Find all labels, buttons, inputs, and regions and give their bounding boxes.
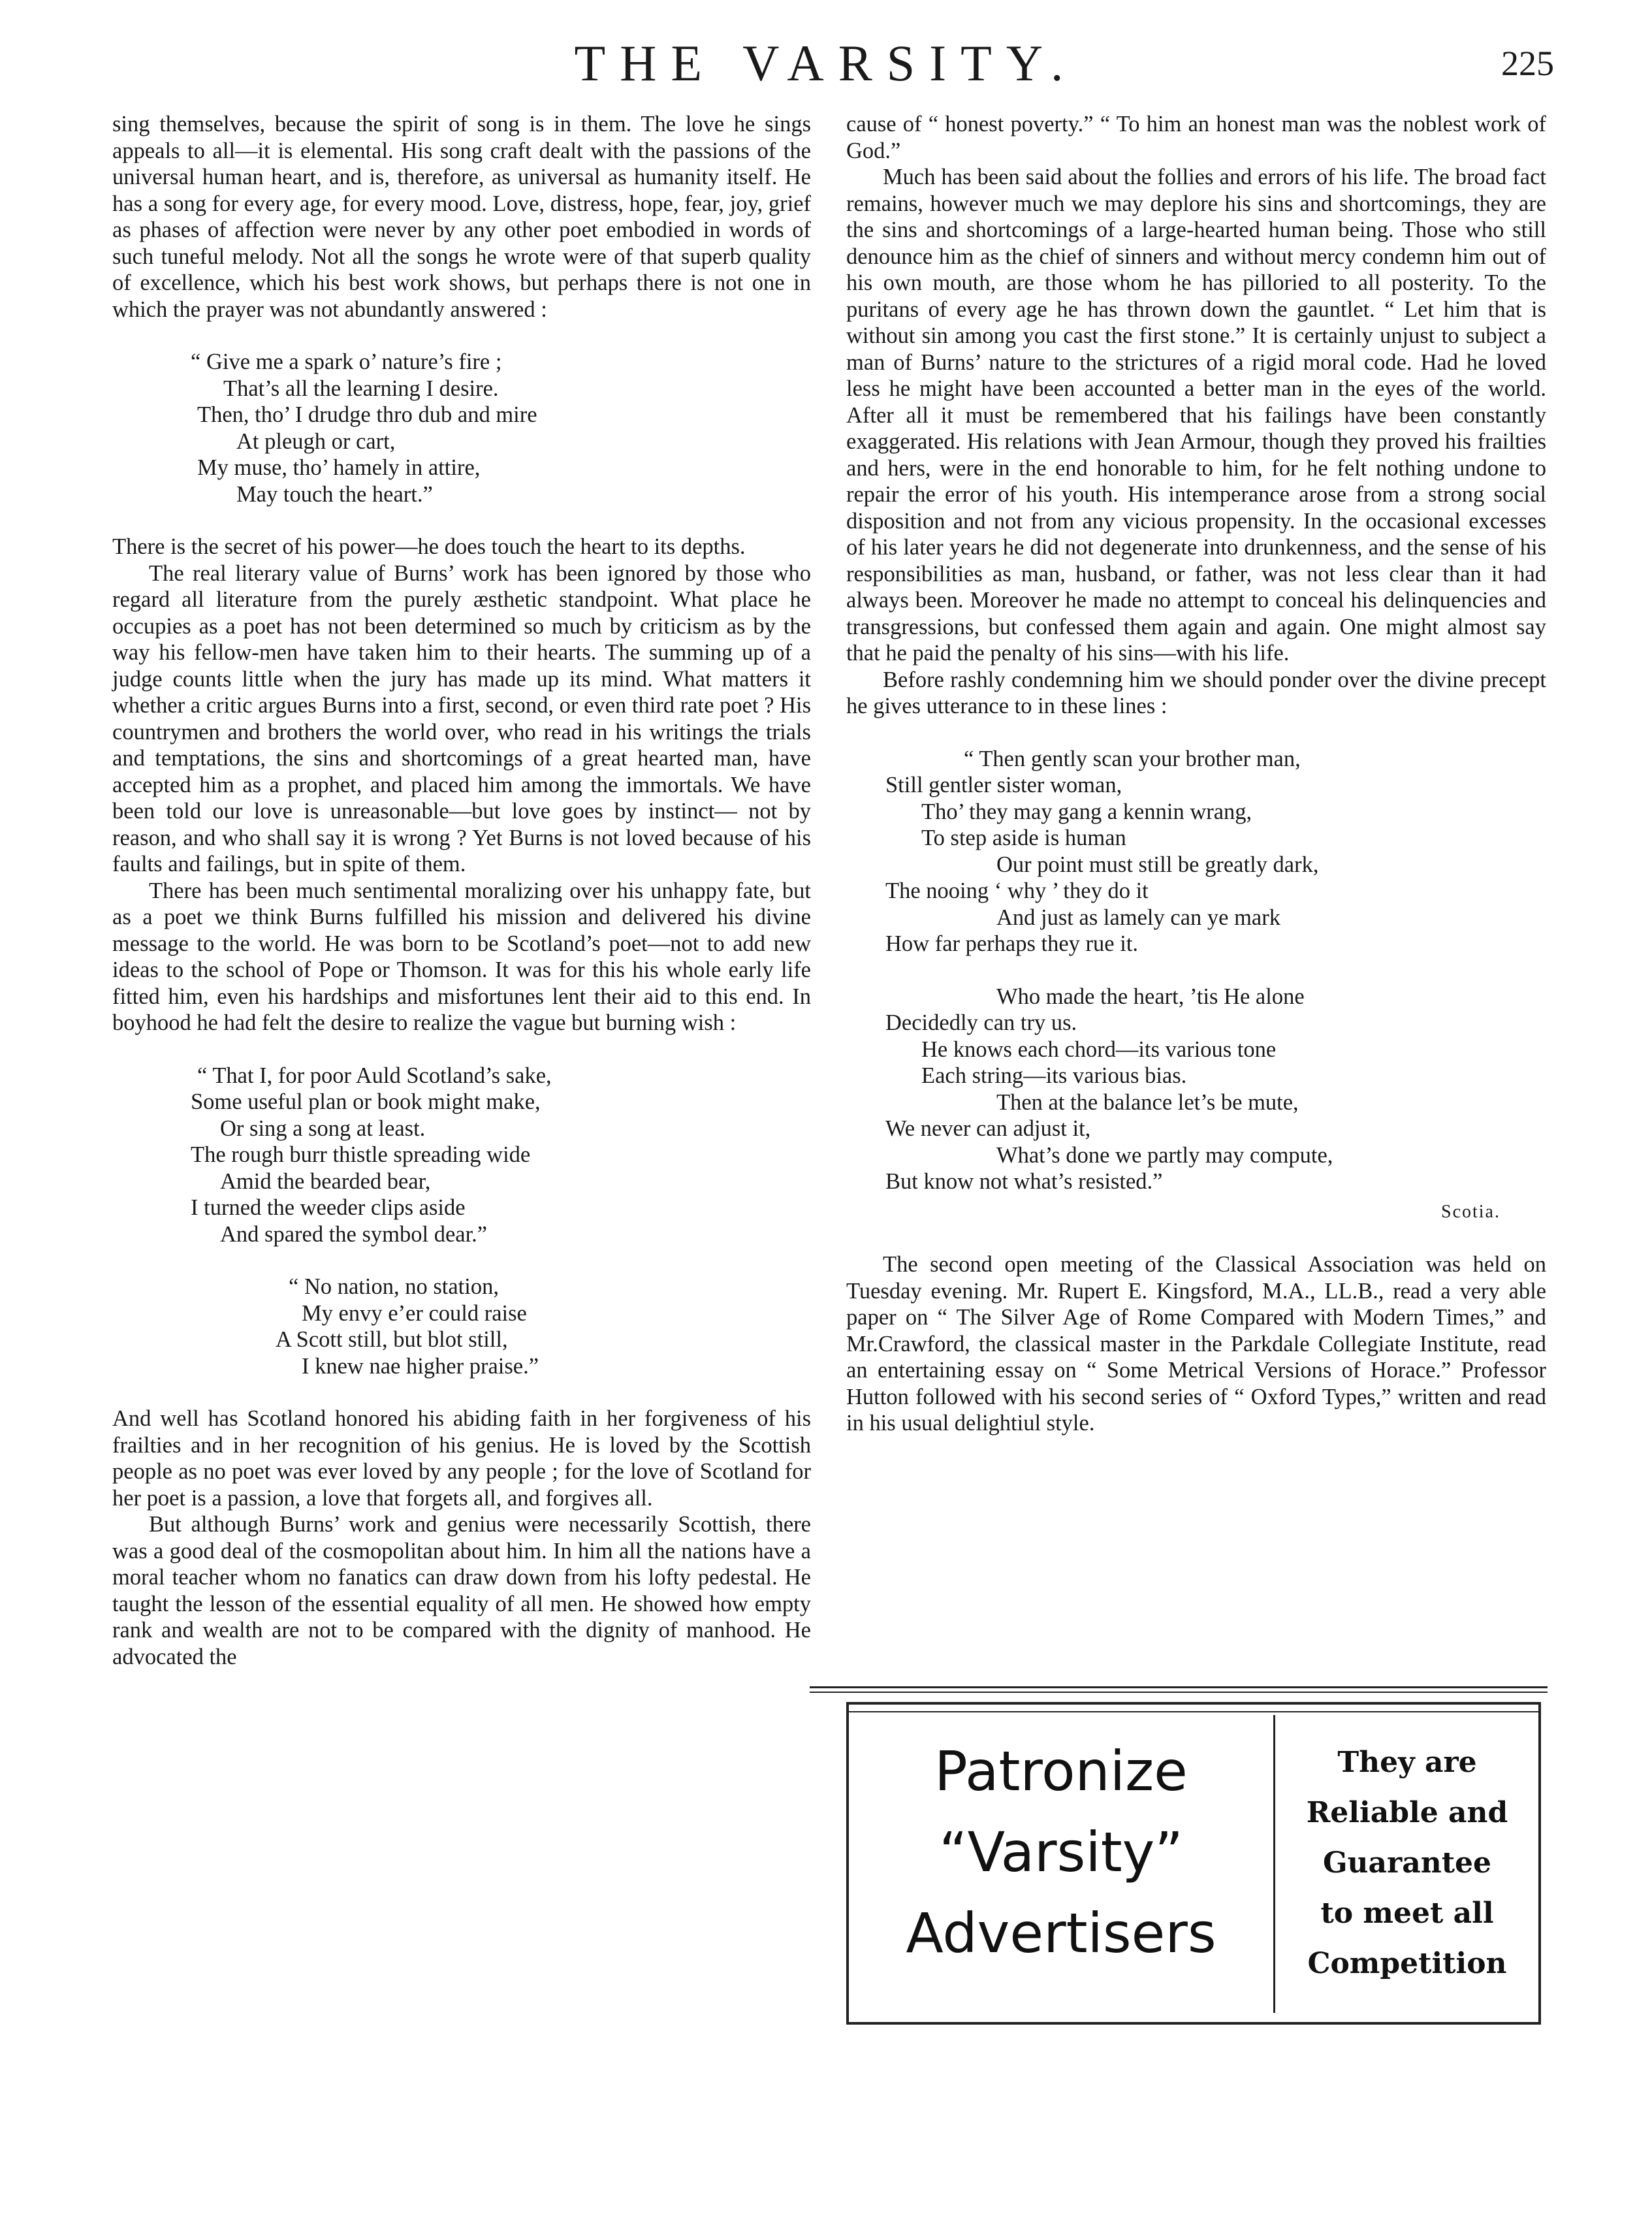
poem-line: Who made the heart, ’tis He alone [996, 984, 1305, 1009]
poem-line: What’s done we partly may compute, [996, 1142, 1333, 1168]
poem-gently-scan [846, 746, 1546, 957]
paragraph: And well has Scotland honored his abiding faith in her forgiveness of his frailties and in her recognition of his genius. He is loved by the Scottish people as no poet was ever loved by any people ; for the love of Scotland for her poet is a passion, a love that forgets all, and forgives all. [112, 1406, 811, 1511]
poem-line: How far perhaps they rue it. [885, 931, 1139, 956]
right-column [846, 111, 1546, 1437]
ad-side-text [1280, 1737, 1534, 1989]
ad-line: Advertisers [906, 1901, 1216, 1965]
poem-line: “ Then gently scan your brother man, [964, 746, 1301, 771]
paragraph: There has been much sentimental moralizing over his unhappy fate, but as a poet we think Burns fulfilled his mission and delivered his divine message to the world. He was born to be Scotland’s poet—not to add new ideas to the school of Pope or Thomson. It was for this his whole early life fitted him, even his hardships and misfortunes lent their aid to this end. In boyhood he had felt the desire to realize the vague but burning wish : [112, 878, 811, 1035]
poem-line: He knows each chord—its various tone [921, 1036, 1277, 1062]
poem-line: A Scott still, but blot still, [276, 1327, 508, 1352]
ad-side-line: They are [1337, 1746, 1477, 1779]
poem-line: Or sing a song at least. [220, 1116, 426, 1141]
poem-line: Still gentler sister woman, [885, 773, 1122, 797]
poem-give-me-a-spark [112, 349, 811, 507]
poem-line: That’s all the learning I desire. [223, 376, 499, 401]
paragraph: The real literary value of Burns’ work has been ignored by those who regard all literature from the purely æsthetic standpoint. What place he occupies as a poet has not been determined so much by criticism as by the way his fellow-men have taken him to their hearts. The summing up of a judge counts little when the jury has made up its mind. What matters it whether a critic argues Burns into a first, second, or even third rate poet ? His countrymen and brothers the world over, who read in his writings the trials and temptations, the sins and shortcomings of a great hearted man, have accepted him as a prophet, and placed him among the immortals. We have been told our love is unreasonable—but love goes by instinct— not by reason, and who shall say it is wrong ? Yet Burns is not loved because of his faults and failings, but in spite of them. [112, 560, 811, 876]
poem-auld-scotland [112, 1063, 811, 1248]
poem-line: My muse, tho’ hamely in attire, [197, 455, 481, 480]
paragraph: The second open meeting of the Classical Association was held on Tuesday evening. Mr. Rupert E. Kingsford, M.A., LL.B., read a very able paper on “ The Silver Age of Rome Compared with Modern Times,” and Mr.Crawford, the classical master in the Parkdale Collegiate Institute, read an entertaining essay on “ Some Metrical Versions of Horace.” Professor Hutton followed with his second series of “ Oxford Types,” written and read in his usual delightiul style. [846, 1252, 1546, 1436]
poem-no-nation [112, 1274, 811, 1379]
poem-line: “ No nation, no station, [289, 1274, 499, 1299]
ad-side-line: Competition [1307, 1947, 1507, 1980]
paragraph: cause of “ honest poverty.” “ To him an honest man was the noblest work of God.” [846, 112, 1546, 163]
poem-line: May touch the heart.” [236, 481, 433, 507]
poem-line: Then, tho’ I drudge thro dub and mire [197, 402, 537, 427]
ad-side-line: Guarantee [1322, 1846, 1492, 1880]
ad-side-line: Reliable and [1306, 1796, 1508, 1829]
ad-divider [1273, 1715, 1275, 2013]
poem-line: Our point must still be greatly dark, [996, 852, 1319, 877]
paragraph: Before rashly condemning him we should ponder over the divine precept he gives utterance to in these lines : [846, 667, 1546, 718]
divider-rule [810, 1686, 1548, 1688]
poem-line: And just as lamely can ye mark [996, 905, 1280, 930]
poem-line: “ That I, for poor Auld Scotland’s sake, [197, 1063, 552, 1088]
page-title: THE VARSITY. [574, 35, 1078, 91]
left-column [112, 111, 811, 1670]
paragraph: Much has been said about the follies and errors of his life. The broad fact remains, however much we may deplore his sins and shortcomings, they are the sins and shortcomings of a large-hearted human being. Those who still denounce him as the chief of sinners and without mercy condemn him out of his own mouth, are those whom he has pilloried to all posterity. To the puritans of every age he has thrown down the gauntlet. “ Let him that is without sin among you cast the first stone.” It is certainly unjust to subject a man of Burns’ nature to the strictures of a rigid moral code. Had he loved less he might have been accounted a better man in the eyes of the world. After all it must be remembered that his failings have been constantly exaggerated. His relations with Jean Armour, though they proved his frailties and hers, were in the end honorable to him, for he felt nothing undone to repair the error of his youth. His intemperance arose from a strong social disposition and not from any vicious propensity. In the occasional excesses of his later years he did not degenerate into drunkenness, and the sense of his responsibilities as man, husband, or father, was not less clear than it had always been. Moreover he made no attempt to conceal his delinquencies and transgressions, but confessed them again and again. One might almost say that he paid the penalty of his sins—with his life. [846, 165, 1546, 666]
poem-line: My envy e’er could raise [302, 1300, 527, 1326]
poem-line: To step aside is human [921, 826, 1126, 850]
poem-line: “ Give me a spark o’ nature’s fire ; [191, 349, 502, 374]
poem-line: Decidedly can try us. [885, 1010, 1077, 1035]
paragraph: sing themselves, because the spirit of song is in them. The love he sings appeals to all—it is elemental. His song craft dealt with the passions of the universal human heart, and is, therefore, as universal as humanity itself. He has a song for every age, for every mood. Love, distress, hope, fear, joy, grief as phases of affection were never by any other poet embodied in words of such tuneful melody. Not all the songs he wrote were of that superb quality of excellence, which his best work shows, but perhaps there is not one in which the prayer was not abundantly answered : [112, 112, 811, 322]
ad-line: Patronize [934, 1739, 1188, 1803]
ad-line: “Varsity” [939, 1820, 1183, 1884]
poem-line: The rough burr thistle spreading wide [191, 1142, 531, 1167]
page-number: 225 [1501, 44, 1554, 83]
poem-line: Amid the bearded bear, [220, 1168, 431, 1194]
ad-inner-rule [849, 1711, 1538, 1712]
ad-main-text [849, 1731, 1273, 1974]
poem-line: But know not what’s resisted.” [885, 1169, 1163, 1194]
poem-line: We never can adjust it, [885, 1116, 1091, 1141]
divider-rule [810, 1692, 1548, 1693]
poem-who-made-the-heart [846, 984, 1546, 1195]
poem-line: At pleugh or cart, [236, 428, 396, 454]
poem-line: Some useful plan or book might make, [191, 1089, 541, 1114]
poem-line: Each string—its various bias. [921, 1063, 1187, 1088]
poem-line: I turned the weeder clips aside [191, 1195, 466, 1220]
advertisement-box [846, 1702, 1541, 2025]
poem-line: I knew nae higher praise.” [302, 1353, 539, 1379]
ad-side-line: to meet all [1320, 1897, 1494, 1930]
poem-line: Then at the balance let’s be mute, [996, 1089, 1299, 1115]
poem-line: The nooing ‘ why ’ they do it [885, 878, 1149, 903]
masthead [0, 34, 1652, 93]
signature: Scotia. [1441, 1201, 1501, 1222]
paragraph: There is the secret of his power—he does touch the heart to its depths. [112, 534, 746, 559]
paragraph: But although Burns’ work and genius were necessarily Scottish, there was a good deal of the cosmopolitan about him. In him all the nations have a moral teacher whom no fanatics can draw down from his lofty pedestal. He taught the lesson of the essential equality of all men. He showed how empty rank and wealth are not to be compared with the dignity of manhood. He advocated the [112, 1512, 811, 1669]
poem-line: And spared the symbol dear.” [220, 1221, 488, 1247]
poem-line: Tho’ they may gang a kennin wrang, [921, 799, 1252, 824]
